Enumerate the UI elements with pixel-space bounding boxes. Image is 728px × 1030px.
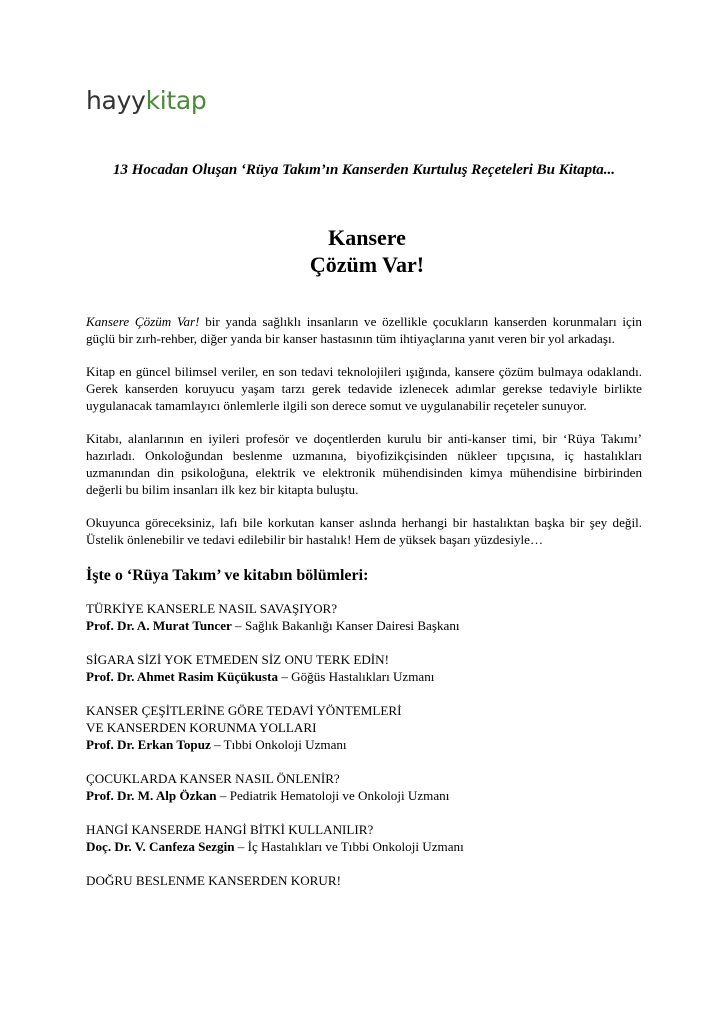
document-body <box>86 313 642 906</box>
chapter-title: KANSER ÇEŞİTLERİNE GÖRE TEDAVİ YÖNTEMLERİ <box>86 703 402 718</box>
logo-part-kitap: kitap <box>145 86 207 115</box>
headline: 13 Hocadan Oluşan ‘Rüya Takım’ın Kanserden Kurtuluş Reçeteleri Bu Kitapta... <box>112 162 616 178</box>
chapter-author-role: – Pediatrik Hematoloji ve Onkoloji Uzmanı <box>216 788 450 803</box>
chapter-author: Prof. Dr. Ahmet Rasim Küçükusta <box>86 669 279 684</box>
chapter-author-role: – Sağlık Bakanlığı Kanser Dairesi Başkanı <box>231 618 460 633</box>
chapter-title-line-2: VE KANSERDEN KORUNMA YOLLARI <box>86 720 317 735</box>
publisher-logo <box>86 86 206 116</box>
paragraph-intro-text: bir yanda sağlıklı insanların ve özellikle çocukların kanserden korunmaları için güçlü bir zırh-rehber, diğer yanda bir kanser hastasının tüm ihtiyaçlarına yanıt veren bir yol arkadaşı. <box>86 314 642 346</box>
chapter-title: HANGİ KANSERDE HANGİ BİTKİ KULLANILIR? <box>86 822 374 837</box>
logo-part-hayy: hayy <box>86 86 146 115</box>
chapter-author: Prof. Dr. M. Alp Özkan <box>86 788 217 803</box>
chapter-author-role: – Tıbbi Onkoloji Uzmanı <box>210 737 347 752</box>
chapter-item <box>86 702 642 753</box>
paragraph-focus: Kitap en güncel bilimsel veriler, en son tedavi teknolojileri ışığında, kansere çözüm bulmaya odaklandı. Gerek kanserden koruyucu yaşam tarzı gerek tedavide izlenecek adımlar gerekse tedaviyle birlikte uygulanacak tamamlayıcı önlemlerle ilgili son derece somut ve uygulanabilir reçeteler sunuyor. <box>86 364 642 413</box>
section-heading: İşte o ‘Rüya Takım’ ve kitabın bölümleri: <box>86 567 369 584</box>
chapter-title: TÜRKİYE KANSERLE NASIL SAVAŞIYOR? <box>86 601 338 616</box>
chapter-title: SİGARA SİZİ YOK ETMEDEN SİZ ONU TERK EDİN! <box>86 652 389 667</box>
chapter-item <box>86 651 642 685</box>
book-title-line-2: Çözüm Var! <box>309 252 425 277</box>
chapter-item <box>86 770 642 804</box>
chapter-author: Prof. Dr. A. Murat Tuncer <box>86 618 232 633</box>
paragraph-conclusion: Okuyunca göreceksiniz, lafı bile korkutan kanser aslında herhangi bir hastalıktan başka bir şey değil. Üstelik önlenebilir ve tedavi edilebilir bir hastalık! Hem de yüksek başarı yüzdesiyle… <box>86 515 642 547</box>
book-title <box>86 224 642 278</box>
chapter-item <box>86 872 642 889</box>
paragraph-team: Kitabı, alanlarının en iyileri profesör ve doçentlerden kurulu bir anti-kanser timi, bir ‘Rüya Takımı’ hazırladı. Onkoloğundan beslenme uzmanına, biyofizikçisinden nükleer tıpçısına, iç hastalıkları uzmanından din psikoloğuna, elektrik ve elektronik mühendisinden kimya mühendisine birbirinden değerli bu bilim insanları ilk kez bir kitapta buluştu. <box>86 431 642 497</box>
chapter-item <box>86 821 642 855</box>
chapter-author: Prof. Dr. Erkan Topuz <box>86 737 211 752</box>
book-name-italic: Kansere Çözüm Var! <box>86 314 200 329</box>
chapter-title: DOĞRU BESLENME KANSERDEN KORUR! <box>86 873 341 888</box>
chapter-item <box>86 600 642 634</box>
paragraph-intro <box>86 313 642 347</box>
chapter-author-role: – Göğüs Hastalıkları Uzmanı <box>278 669 435 684</box>
book-title-line-1: Kansere <box>328 225 406 250</box>
chapter-author: Doç. Dr. V. Canfeza Sezgin <box>86 839 235 854</box>
chapter-title: ÇOCUKLARDA KANSER NASIL ÖNLENİR? <box>86 771 340 786</box>
chapter-author-role: – İç Hastalıkları ve Tıbbi Onkoloji Uzmanı <box>234 839 464 854</box>
